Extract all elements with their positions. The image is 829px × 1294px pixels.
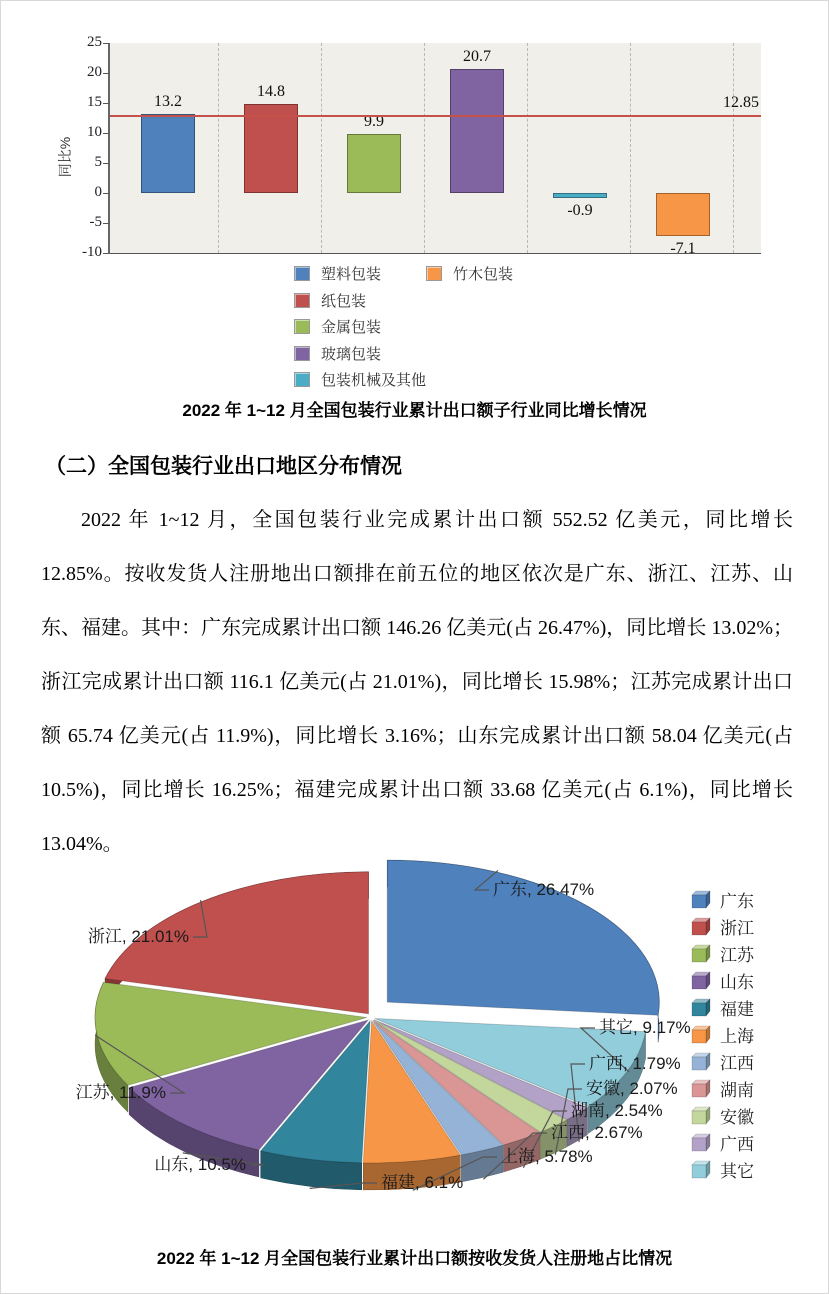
pie-legend-item-广东 <box>689 887 754 911</box>
y-tick-label: 0 <box>94 184 102 200</box>
legend-swatch <box>294 346 310 361</box>
legend-label: 纸包装 <box>321 292 367 310</box>
reference-line-label: 12.85 <box>723 93 759 111</box>
legend-label: 玻璃包装 <box>321 345 382 363</box>
legend-swatch <box>294 319 310 334</box>
pie-legend-label: 广西 <box>720 1134 754 1154</box>
pie-label-其它: 其它, 9.17% <box>599 1018 691 1037</box>
legend-label: 塑料包装 <box>321 266 382 283</box>
legend-item-包装机械及其他 <box>294 369 426 390</box>
pie-legend-item-其它 <box>689 1157 754 1181</box>
pie-legend-swatch <box>689 943 711 964</box>
y-tick-label: 10 <box>87 124 102 140</box>
y-tick-mark <box>103 163 109 164</box>
gridline <box>321 43 322 253</box>
pie-legend-label: 浙江 <box>720 918 754 938</box>
pie-legend-label: 安徽 <box>720 1107 754 1127</box>
pie-legend-label: 广东 <box>720 891 754 911</box>
pie-chart-caption: 2022 年 1~12 月全国包装行业累计出口额按收发货人注册地占比情况 <box>156 1249 673 1268</box>
legend-label: 包装机械及其他 <box>321 372 427 389</box>
pie-legend-item-湖南 <box>689 1076 754 1100</box>
bar-chart-plot-area <box>82 34 761 260</box>
pie-legend-item-江苏 <box>689 941 754 965</box>
pie-legend-swatch <box>689 1105 711 1126</box>
bar-value-label: 14.8 <box>257 83 285 101</box>
gridline <box>218 43 219 253</box>
y-tick-mark <box>103 253 109 254</box>
y-tick-label: 5 <box>94 154 102 170</box>
pie-legend-item-福建 <box>689 995 754 1019</box>
reference-line <box>110 115 761 117</box>
bar-chart-legend <box>294 263 714 393</box>
pie-chart <box>41 859 713 1225</box>
pie-legend-label: 其它 <box>720 1161 754 1181</box>
y-tick-mark <box>103 133 109 134</box>
pie-legend-swatch <box>689 970 711 991</box>
legend-item-金属包装 <box>294 316 381 337</box>
pie-chart-canvas <box>41 859 713 1225</box>
pie-legend-item-广西 <box>689 1130 754 1154</box>
y-tick-label: 25 <box>87 34 102 50</box>
bar-chart-y-axis-label: 同比% <box>57 136 73 178</box>
pie-legend-swatch <box>689 1051 711 1072</box>
bar-chart <box>51 29 781 261</box>
pie-legend-swatch <box>689 889 711 910</box>
gridline <box>630 43 631 253</box>
legend-label: 竹木包装 <box>453 266 514 283</box>
legend-swatch <box>294 293 310 308</box>
pie-legend-label: 湖南 <box>720 1080 754 1100</box>
y-tick-label: -5 <box>89 214 102 230</box>
pie-legend-label: 江西 <box>720 1053 754 1073</box>
legend-item-塑料包装 <box>294 263 381 284</box>
pie-label-安徽: 安徽, 2.07% <box>586 1079 678 1098</box>
section-heading: （二）全国包装行业出口地区分布情况 <box>45 455 402 478</box>
y-tick-mark <box>103 43 109 44</box>
pie-legend-item-安徽 <box>689 1103 754 1127</box>
bar-塑料包装 <box>141 114 195 193</box>
pie-label-福建: 福建, 6.1% <box>381 1173 464 1192</box>
y-tick-mark <box>103 73 109 74</box>
bar-包装机械及其他 <box>553 193 607 198</box>
y-tick-mark <box>103 193 109 194</box>
y-tick-mark <box>103 223 109 224</box>
bar-value-label: -7.1 <box>670 239 696 257</box>
legend-label: 金属包装 <box>321 319 382 336</box>
pie-legend-swatch <box>689 1159 711 1180</box>
y-tick-label: 15 <box>87 94 102 110</box>
pie-legend-label: 福建 <box>720 999 754 1019</box>
bar-value-label: 20.7 <box>463 47 491 65</box>
pie-legend-item-山东 <box>689 968 754 992</box>
pie-legend-label: 上海 <box>720 1026 754 1046</box>
pie-legend-label: 江苏 <box>720 945 754 965</box>
legend-item-纸包装 <box>294 290 366 311</box>
bar-玻璃包装 <box>450 69 504 193</box>
bar-竹木包装 <box>656 193 710 236</box>
pie-legend-swatch <box>689 916 711 937</box>
bar-value-label: -0.9 <box>567 202 593 220</box>
y-tick-mark <box>103 103 109 104</box>
pie-legend-label: 山东 <box>720 972 754 992</box>
pie-legend-item-江西 <box>689 1049 754 1073</box>
pie-label-广东: 广东, 26.47% <box>493 880 595 899</box>
pie-legend-item-浙江 <box>689 914 754 938</box>
pie-legend-swatch <box>689 1024 711 1045</box>
bar-value-label: 13.2 <box>154 92 182 110</box>
legend-swatch <box>294 372 310 387</box>
bar-金属包装 <box>347 134 401 193</box>
legend-swatch <box>294 266 310 281</box>
gridline <box>527 43 528 253</box>
pie-label-广西: 广西, 1.79% <box>589 1054 681 1073</box>
bar-chart-caption: 2022 年 1~12 月全国包装行业累计出口额子行业同比增长情况 <box>182 401 647 420</box>
pie-label-浙江: 浙江, 21.01% <box>87 927 189 946</box>
pie-legend-swatch <box>689 1132 711 1153</box>
y-tick-label: 20 <box>87 64 102 80</box>
gridline <box>424 43 425 253</box>
pie-label-山东: 山东, 10.5% <box>154 1155 246 1174</box>
pie-label-江西: 江西, 2.67% <box>551 1123 643 1142</box>
bar-value-label: 9.9 <box>364 112 384 130</box>
pie-label-湖南: 湖南, 2.54% <box>571 1101 663 1120</box>
pie-legend-swatch <box>689 1078 711 1099</box>
pie-label-上海: 上海, 5.78% <box>501 1147 593 1166</box>
gridline <box>733 43 734 253</box>
legend-swatch <box>426 266 442 281</box>
pie-legend-swatch <box>689 997 711 1018</box>
bar-纸包装 <box>244 104 298 193</box>
body-paragraph: 2022 年 1~12 月，全国包装行业完成累计出口额 552.52 亿美元，同比增长 12.85%。按收发货人注册地出口额排在前五位的地区依次是广东、浙江、江苏、山东、福建。其中：广东完成累计出口额 146.26 亿美元(占 26.47%)，同比增长 13.02%；浙江完成累计出口额 116.1 亿美元(占 21.01%)，同比增长 15.98%；江苏完成累计出口额 65.74 亿美元(占 11.9%)，同比增长 3.16%；山东完成累计出口额 58.04 亿美元(占 10.5%)，同比增长 16.25%；福建完成累计出口额 33.68 亿美元(占 6.1%)，同比增长 13.04%。 <box>41 509 793 855</box>
y-tick-label: -10 <box>82 244 102 260</box>
pie-label-江苏: 江苏, 11.9% <box>75 1083 166 1102</box>
legend-item-玻璃包装 <box>294 343 381 364</box>
pie-legend-item-上海 <box>689 1022 754 1046</box>
legend-item-竹木包装 <box>426 263 513 284</box>
